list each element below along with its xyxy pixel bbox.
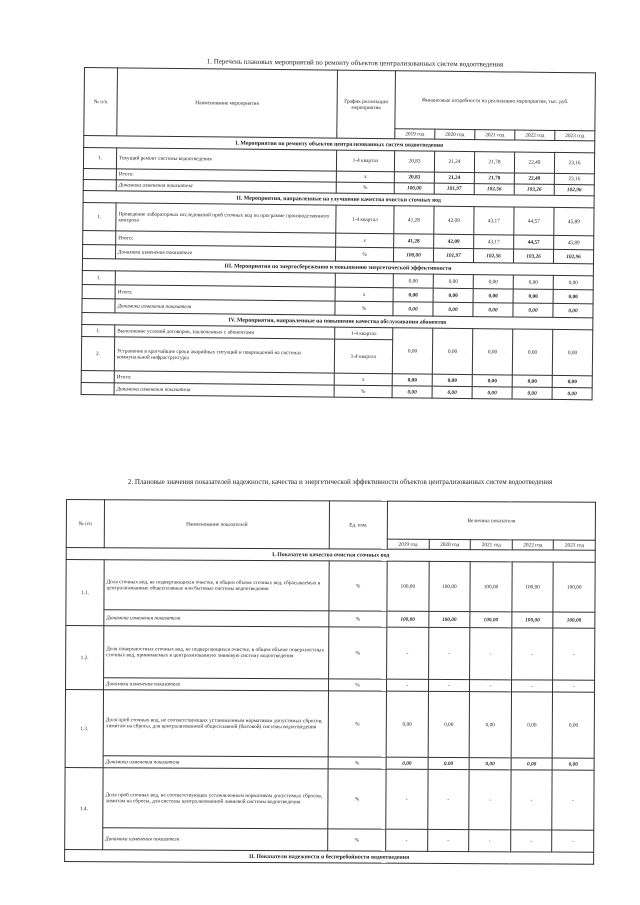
year-header: 2022 год	[512, 540, 554, 550]
value-cell: 21,78	[474, 152, 514, 173]
dynamics-label: Динамика изменения показателя	[103, 828, 328, 851]
value-cell: 100,00	[429, 561, 471, 611]
value-cell: -	[511, 628, 553, 680]
value-cell: 42,09	[434, 206, 474, 234]
value-cell: -	[511, 770, 553, 830]
header-indicator-name: Наименование показателей	[104, 500, 329, 549]
year-header: 2023 год	[554, 540, 596, 550]
header-financial-needs: Финансовые потребности на реализацию мероприятия, тыс. руб.	[395, 71, 596, 131]
dynamics-label: Динамика изменения показателя	[103, 756, 328, 769]
value-cell: 0,00	[512, 375, 552, 387]
value-cell: 0,00	[428, 757, 470, 769]
value-cell: -	[470, 680, 512, 692]
value-cell: 100,00	[553, 562, 595, 612]
row-number: 1.	[83, 148, 116, 169]
value-cell: -	[470, 628, 512, 680]
total-label: Итого:	[116, 169, 336, 182]
value-cell: 0,00	[392, 328, 432, 374]
value-cell: 0,00	[511, 692, 553, 758]
section-1-title: 1. Перечень плановых мероприятий по ремонту объектов централизованных систем водоотведения	[206, 57, 504, 69]
value-cell: 0,00	[513, 303, 553, 317]
value-cell: 0,00	[553, 692, 595, 758]
value-cell: 0,00	[386, 691, 428, 757]
value-cell: 0,00	[473, 303, 513, 317]
value-cell: -	[386, 769, 428, 829]
indicators-table	[64, 499, 596, 865]
value-cell: -	[387, 627, 429, 679]
value-cell: 41,28	[394, 206, 434, 234]
schedule-cell	[335, 273, 393, 288]
value-cell: 21,24	[434, 151, 474, 172]
total-label: Итого:	[116, 231, 336, 247]
value-cell: 100,00	[428, 611, 470, 627]
year-header: 2023 год	[555, 130, 595, 140]
value-cell: 0,00	[433, 288, 473, 302]
unit-cell: %	[329, 611, 387, 627]
section-heading: I. Мероприятия по ремонту объектов централизованных систем водоотведения	[84, 136, 595, 153]
total-label: Итого:	[115, 285, 335, 301]
row-number: 1.2.	[66, 626, 104, 690]
value-cell: 0,00	[433, 302, 473, 316]
value-cell: -	[511, 680, 553, 692]
unit-cell: %	[329, 627, 387, 679]
dynamics-label: Динамика изменения показателя	[104, 678, 329, 691]
year-header: 2020 год	[429, 539, 471, 549]
header-indicator-value: Величина показателя	[387, 501, 595, 540]
year-header: 2019 год	[387, 539, 429, 549]
value-cell: 44,57	[514, 207, 554, 235]
unit-cell: %	[328, 679, 386, 691]
value-cell: 100,00	[393, 248, 433, 262]
value-cell: 43,17	[474, 207, 514, 235]
year-header: 2021 год	[470, 540, 512, 550]
value-cell: 22,49	[514, 173, 554, 184]
row-number: 1.	[82, 270, 115, 284]
value-cell: -	[553, 680, 595, 692]
schedule-cell: 1-4 квартал	[336, 150, 394, 172]
value-cell: 0,00	[552, 758, 594, 770]
value-cell: 0,00	[512, 329, 552, 375]
value-cell: 0,00	[553, 275, 593, 289]
value-cell: 21,24	[434, 172, 474, 183]
dynamics-label: Динамика изменения показателя	[115, 299, 335, 315]
value-cell: 0,00	[553, 289, 593, 303]
value-cell: 20,83	[394, 151, 434, 172]
value-cell: 100,00	[394, 183, 434, 194]
activity-name: Текущий ремонт системы водоотведения	[116, 148, 336, 171]
value-cell: 0,00	[428, 691, 470, 757]
value-cell: 23,16	[554, 173, 594, 184]
value-cell: 0,00	[432, 328, 472, 374]
value-cell: -	[469, 830, 511, 852]
value-cell: 0,00	[393, 288, 433, 302]
value-cell: 21,78	[474, 173, 514, 184]
schedule-cell: х	[336, 171, 394, 183]
value-cell: 0,00	[513, 275, 553, 289]
value-cell: 0,00	[432, 386, 472, 398]
value-cell: 0,00	[553, 303, 593, 317]
indicator-name: Доля проб сточных вод, не соответствующих установленным нормативам допустимых сбросов, лимитам на сбросы, для системы централизованной ливневой системы водоотведения	[103, 768, 328, 829]
value-cell: 102,56	[473, 249, 513, 263]
value-cell: 0,00	[552, 375, 592, 387]
schedule-cell: 1-4 квартал	[334, 339, 392, 374]
value-cell: 0,00	[433, 274, 473, 288]
section-heading: I. Показатели качества очистки сточных вод	[66, 548, 595, 563]
schedule-cell: 1-4 квартал	[335, 327, 393, 340]
value-cell: 0,00	[393, 274, 433, 288]
value-cell: 0,00	[392, 374, 432, 386]
planned-activities-table	[81, 67, 596, 400]
value-cell: 0,00	[473, 289, 513, 303]
unit-cell: %	[335, 247, 393, 262]
value-cell: 101,97	[434, 183, 474, 194]
unit-cell: %	[336, 182, 394, 194]
value-cell: -	[552, 830, 594, 852]
value-cell: 43,17	[474, 235, 514, 249]
value-cell: 0,00	[393, 302, 433, 316]
dynamics-label: Динамика изменения показателя	[115, 245, 335, 261]
value-cell: 100,00	[512, 562, 554, 612]
unit-cell: %	[328, 691, 386, 757]
value-cell: 41,28	[394, 234, 434, 248]
value-cell: -	[552, 770, 594, 830]
value-cell: 22,49	[514, 152, 554, 173]
value-cell: 0,00	[552, 329, 592, 375]
value-cell: 42,09	[434, 234, 474, 248]
value-cell: 101,97	[433, 248, 473, 262]
row-number: 1.	[83, 202, 116, 230]
value-cell: 103,26	[514, 184, 554, 195]
row-number: 1.1.	[66, 560, 104, 626]
header-activity-name: Наименование мероприятия	[117, 68, 338, 138]
header-number: № п/п	[66, 500, 104, 548]
value-cell: 100,00	[387, 611, 429, 627]
value-cell: 100,00	[470, 562, 512, 612]
row-number: 1.4.	[65, 767, 103, 849]
schedule-cell: х	[335, 287, 393, 302]
value-cell: 102,56	[474, 184, 514, 195]
activity-name: Проведение лабораторных исследований проб сточных вод по программе производственного контроля	[116, 203, 336, 233]
value-cell: -	[386, 679, 428, 691]
value-cell: 100,00	[553, 612, 595, 628]
value-cell: 100,00	[470, 612, 512, 628]
value-cell: 0,00	[469, 692, 511, 758]
schedule-cell: 1-4 квартал	[336, 205, 394, 234]
value-cell: 100,00	[512, 612, 554, 628]
value-cell: 0,00	[472, 375, 512, 387]
section-heading: IV. Мероприятия, направленные на повышение качества обслуживания абонентов	[82, 312, 593, 329]
value-cell: 45,89	[554, 235, 594, 249]
value-cell: 0,00	[472, 387, 512, 399]
schedule-cell: х	[334, 373, 392, 386]
activity-name: Выполнение условий договоров, заключенных с абонентами	[115, 325, 335, 339]
unit-cell: %	[335, 301, 393, 316]
value-cell: -	[427, 829, 469, 851]
value-cell: 0,00	[511, 758, 553, 770]
dynamics-label: Динамика изменения показателя	[104, 610, 329, 627]
value-cell: 23,16	[554, 152, 594, 173]
unit-cell: %	[328, 769, 386, 829]
row-number: 1.3.	[65, 690, 103, 768]
value-cell: 0,00	[386, 757, 428, 769]
value-cell: -	[428, 627, 470, 679]
dynamics-label: Динамика изменения показателя	[116, 180, 336, 193]
value-cell: 0,00	[552, 387, 592, 399]
header-schedule: График реализации мероприятия	[337, 70, 396, 139]
value-cell: 0,00	[432, 374, 472, 386]
header-unit: Ед. изм.	[329, 501, 387, 549]
year-header: 2020 год	[435, 129, 475, 139]
value-cell: -	[386, 829, 428, 851]
value-cell: 44,57	[514, 235, 554, 249]
value-cell: 103,26	[513, 249, 553, 263]
value-cell: -	[553, 628, 595, 680]
indicator-name: Доля поверхностных сточных вод, не подвергающихся очистке, в общем объеме поверхностных сточных вод, принимаемых в централизованную ливневую систему водоотведения	[104, 626, 329, 679]
unit-cell: %	[329, 561, 387, 611]
value-cell: 100,00	[387, 561, 429, 611]
activity-name: Устранение в кратчайшие сроки аварийных ситуаций и повреждений на системах коммунальной инфраструктуры	[114, 337, 334, 373]
value-cell: 0,00	[512, 387, 552, 399]
unit-cell: %	[328, 757, 386, 769]
dynamics-label: Динамика изменения показателя	[114, 383, 334, 397]
value-cell: 0,00	[472, 329, 512, 375]
value-cell: 0,00	[473, 275, 513, 289]
unit-cell: %	[334, 385, 392, 398]
year-header: 2022 год	[515, 130, 555, 140]
section-heading: III. Мероприятия по энергосбережению и повышению энергетической эффективности	[82, 258, 593, 275]
row-number: 1.	[82, 324, 115, 336]
value-cell: 0,00	[513, 289, 553, 303]
year-header: 2021 год	[475, 130, 515, 140]
section-2-title: 2. Плановые значения показателей надежности, качества и энергетической эффективности объектов централизованных систем водоотведения	[127, 478, 553, 486]
section-heading: II. Показатели надежности и бесперебойности водоотведения	[65, 849, 594, 864]
value-cell: -	[428, 679, 470, 691]
value-cell: -	[427, 769, 469, 829]
value-cell: 102,96	[554, 184, 594, 195]
header-number: № п/п	[84, 68, 118, 136]
year-header: 2019 год	[395, 129, 435, 139]
indicator-name: Доля сточных вод, не подвергающихся очистке, в общем объеме сточных вод, сбрасываемых в централизованные общесплавные или бытовые системы водоотведения	[104, 560, 329, 611]
value-cell: -	[510, 830, 552, 852]
indicator-name: Доля проб сточных вод, не соответствующих установленным нормативам допустимых сбросов, лимитам на сбросы, для централизованной общесплавной (бытовой) системы водоотведения	[103, 690, 328, 757]
total-label: Итого:	[114, 371, 334, 385]
value-cell: 0,00	[392, 386, 432, 398]
value-cell: 0,00	[469, 758, 511, 770]
row-number: 2.	[81, 336, 114, 370]
value-cell: 20,83	[394, 172, 434, 183]
value-cell: 45,89	[554, 207, 594, 235]
unit-cell: %	[328, 829, 386, 851]
schedule-cell: х	[336, 233, 394, 248]
section-heading: II. Мероприятия, направленные на улучшение качества очистки сточных вод	[83, 190, 594, 207]
value-cell: -	[469, 770, 511, 830]
value-cell: 102,96	[553, 249, 593, 263]
